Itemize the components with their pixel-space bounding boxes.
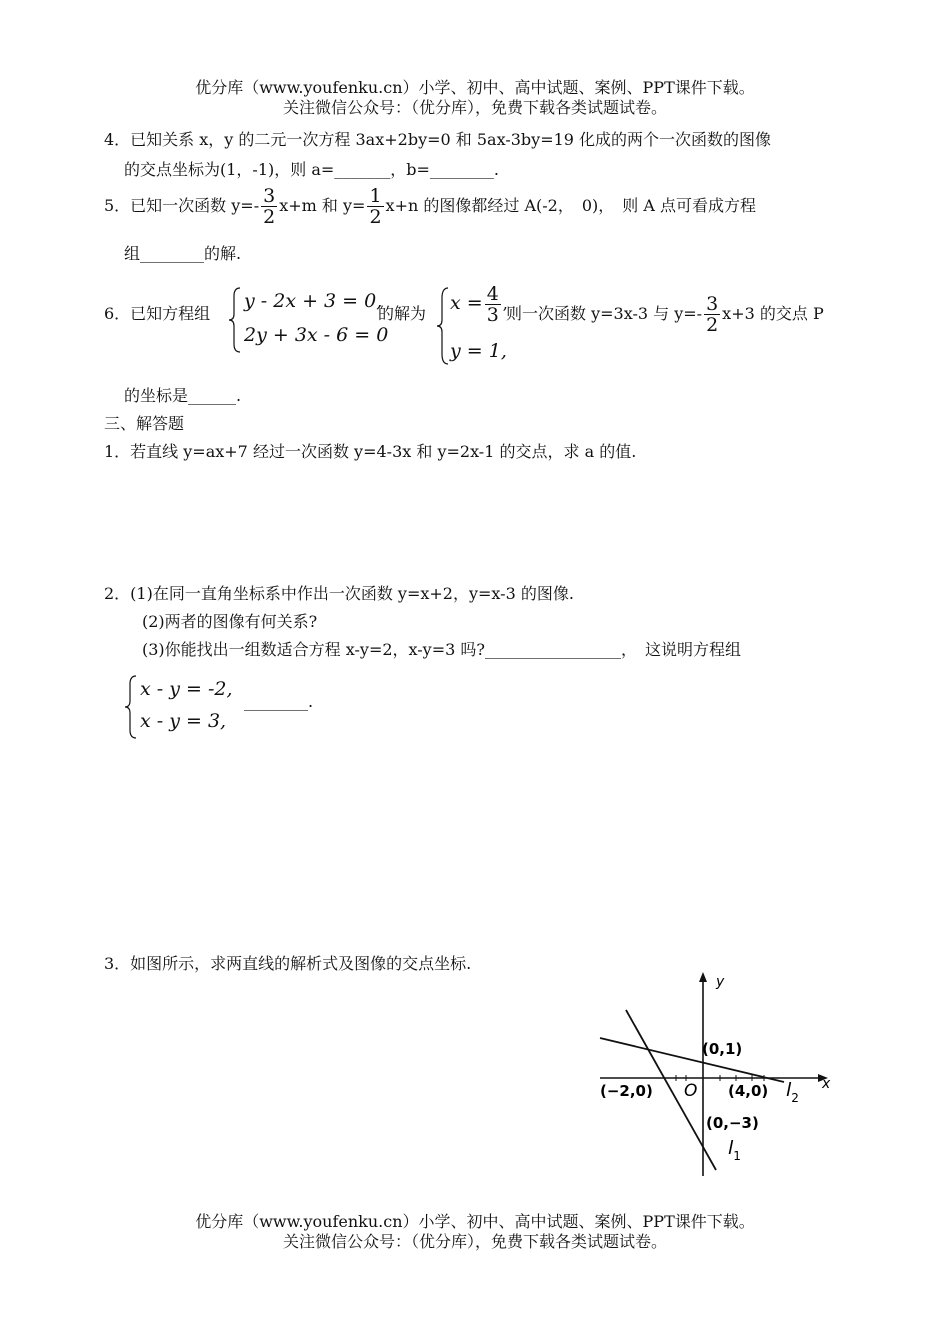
q6-sol-x-den: 3 xyxy=(486,304,499,326)
problem-2-equation-2: x - y = 3, xyxy=(140,710,227,732)
q6-prefix: 6．已知方程组 xyxy=(104,304,211,323)
header-line-2: 关注微信公众号：（优分库），免费下载各类试题试卷。 xyxy=(282,98,667,117)
line-l2 xyxy=(600,1038,784,1082)
l2-subscript: 2 xyxy=(791,1091,799,1105)
problem-2-system-brace xyxy=(124,674,138,740)
q5-line-1 xyxy=(104,186,756,227)
q6-equation-2: 2y + 3x - 6 = 0 xyxy=(244,324,389,346)
y-label: y xyxy=(716,974,725,990)
q5-text-3: x+n 的图像都经过 A(-2， 0)， 则 A 点可看成方程 xyxy=(385,196,756,215)
point-m2-0-label: (−2,0) xyxy=(600,1082,653,1100)
point-4-0-label: (4,0) xyxy=(728,1082,769,1100)
l1-letter: l xyxy=(728,1137,734,1159)
q6-system-brace xyxy=(228,286,242,354)
coordinate-figure xyxy=(596,970,846,1182)
q6-sol-x-lhs: x = xyxy=(450,292,483,314)
q6-sol-x-num: 4 xyxy=(486,283,499,305)
l1-label xyxy=(728,1137,741,1163)
q6-after-1: 则一次函数 y=3x-3 与 y=- xyxy=(506,304,703,323)
origin-label: O xyxy=(684,1081,698,1101)
q5-frac1-num: 3 xyxy=(263,185,276,207)
q6-line-2: 的坐标是______. xyxy=(124,386,242,405)
footer-line-2: 关注微信公众号：（优分库），免费下载各类试题试卷。 xyxy=(282,1232,667,1251)
q6-equation-1: y - 2x + 3 = 0, xyxy=(244,290,383,312)
q4-line-2: 的交点坐标为(1，-1)，则 a=_______，b=________. xyxy=(124,160,500,179)
q5-frac2-den: 2 xyxy=(369,206,382,228)
problem-3: 3．如图所示，求两直线的解析式及图像的交点坐标. xyxy=(104,954,472,973)
q6-after-2: x+3 的交点 P xyxy=(722,304,824,323)
problem-2-equation-1: x - y = -2, xyxy=(140,678,233,700)
q5-line-2: 组________的解. xyxy=(124,244,242,263)
q5-frac2-num: 1 xyxy=(369,185,382,207)
q4-line-1: 4．已知关系 x，y 的二元一次方程 3ax+2by=0 和 5ax-3by=19 化成的两个一次函数的图像 xyxy=(104,130,772,149)
q5-text-2: x+m 和 y= xyxy=(279,196,366,215)
problem-2-blank: ________. xyxy=(244,692,314,711)
point-0-1-label: (0,1) xyxy=(702,1040,743,1058)
q5-text-1: 5．已知一次函数 y=- xyxy=(104,196,260,215)
problem-1: 1．若直线 y=ax+7 经过一次函数 y=4-3x 和 y=2x-1 的交点，求 a 的值. xyxy=(104,442,637,461)
q6-solution-y: y = 1, xyxy=(450,340,507,362)
q5-fraction-2 xyxy=(367,186,383,227)
footer-line-1: 优分库（www.youfenku.cn）小学、初中、高中试题、案例、PPT课件下载。 xyxy=(195,1212,755,1231)
problem-2-line-3: (3)你能找出一组数适合方程 x-y=2，x-y=3 吗?_________________， 这说明方程组 xyxy=(142,640,741,659)
q6-solution-brace xyxy=(436,286,450,366)
q5-frac1-den: 2 xyxy=(263,206,276,228)
q6-solution-x xyxy=(450,284,508,325)
q6-after-den: 2 xyxy=(706,314,719,336)
point-0-m3-label: (0,−3) xyxy=(706,1114,759,1132)
q6-after-text xyxy=(506,294,824,335)
q6-sol-x-comma: , xyxy=(502,294,508,313)
l1-subscript: 1 xyxy=(733,1149,741,1163)
q6-mid-text: 的解为 xyxy=(378,304,427,323)
q6-after-fraction xyxy=(704,294,720,335)
header-line-1: 优分库（www.youfenku.cn）小学、初中、高中试题、案例、PPT课件下载。 xyxy=(195,78,755,97)
problem-2-line-1: 2．(1)在同一直角坐标系中作出一次函数 y=x+2，y=x-3 的图像. xyxy=(104,584,574,603)
q6-after-num: 3 xyxy=(706,293,719,315)
l2-label xyxy=(786,1079,799,1105)
q5-fraction-1 xyxy=(261,186,277,227)
l2-letter: l xyxy=(786,1079,792,1101)
x-label: x xyxy=(822,1076,831,1092)
q6-sol-x-fraction xyxy=(485,284,501,325)
y-axis-arrow-icon xyxy=(699,972,707,982)
section-title: 三、解答题 xyxy=(104,414,185,433)
problem-2-line-2: (2)两者的图像有何关系? xyxy=(142,612,318,631)
